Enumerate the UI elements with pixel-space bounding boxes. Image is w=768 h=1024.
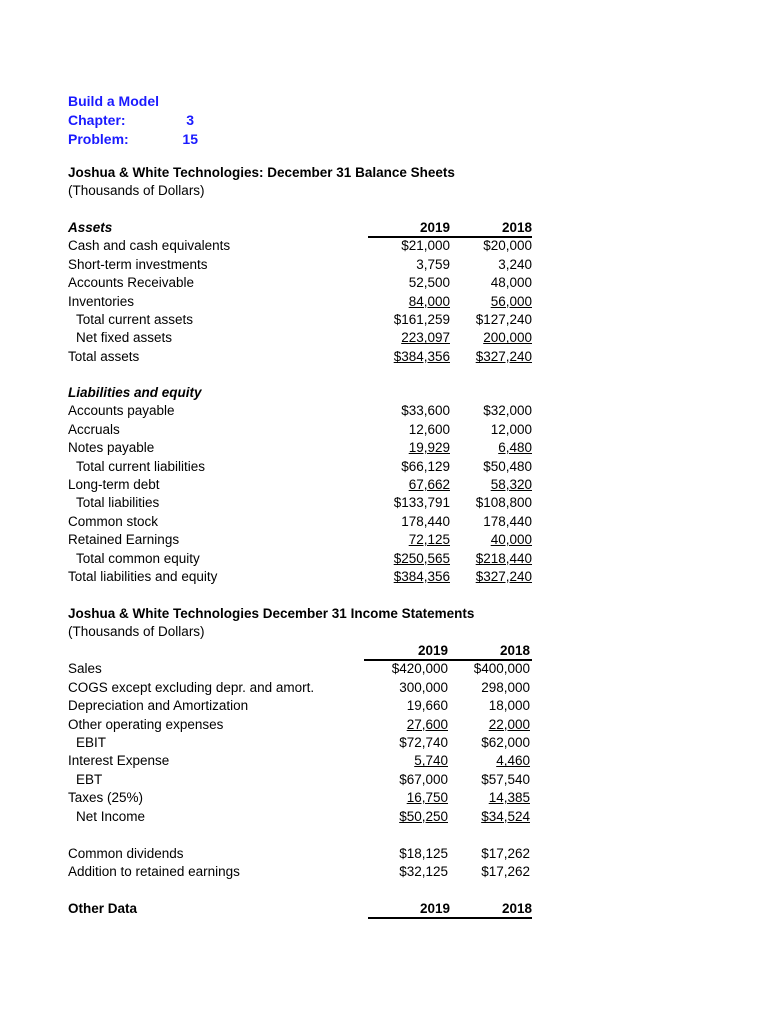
- value-2018: $400,000: [473, 661, 530, 677]
- value-2019: 52,500: [408, 275, 450, 291]
- value-2019: $250,565: [393, 550, 450, 566]
- table-row: [68, 513, 538, 531]
- value-2018: $17,262: [481, 846, 530, 861]
- table-row: [68, 274, 538, 292]
- table-row: [68, 679, 538, 697]
- value-2018: 178,440: [483, 513, 532, 529]
- value-2018: 48,000: [490, 275, 532, 291]
- table-row: [68, 845, 538, 863]
- year-header-2019: 2019: [417, 643, 448, 658]
- value-2018: 22,000: [488, 716, 530, 732]
- row-label: Total current liabilities: [76, 458, 206, 474]
- value-2019: $67,000: [399, 771, 448, 787]
- table-row: [68, 476, 538, 494]
- problem-label: Problem:: [68, 131, 129, 147]
- table-row: [68, 329, 538, 347]
- value-2019: 72,125: [408, 532, 450, 548]
- value-2019: $161,259: [393, 311, 450, 327]
- chapter-label: Chapter:: [68, 112, 126, 128]
- table-row: [68, 256, 538, 274]
- row-label: Total common equity: [76, 550, 200, 566]
- table-row: [68, 568, 538, 586]
- value-2019: 178,440: [401, 513, 450, 529]
- row-label: Total liabilities and equity: [68, 568, 218, 584]
- table-row: [68, 494, 538, 512]
- balance-sheet-title: Joshua & White Technologies: December 31 Balance Sheets: [68, 165, 455, 180]
- value-2018: $327,240: [475, 348, 532, 364]
- row-label: Accounts Receivable: [68, 275, 195, 291]
- table-row: [68, 550, 538, 568]
- value-2018: 3,240: [498, 256, 532, 272]
- year-header-2018: 2018: [501, 220, 532, 235]
- other-data-header-row: [68, 900, 538, 918]
- row-label: Accounts payable: [68, 403, 175, 419]
- problem-value: 15: [182, 131, 198, 147]
- column-header-rule: [364, 659, 532, 661]
- value-2019: $21,000: [401, 238, 450, 254]
- value-2018: $17,262: [481, 864, 530, 880]
- row-label: Accruals: [68, 421, 120, 437]
- table-row: [68, 789, 538, 807]
- income-header-row: [68, 642, 538, 660]
- value-2018: $34,524: [481, 808, 530, 824]
- value-2018: $32,000: [483, 403, 532, 419]
- table-row: [68, 863, 538, 881]
- value-2018: $57,540: [481, 771, 530, 787]
- value-2019: $420,000: [391, 661, 448, 677]
- table-row: [68, 402, 538, 420]
- row-label: Interest Expense: [68, 753, 170, 769]
- value-2019: 5,740: [414, 753, 448, 769]
- table-row: [68, 752, 538, 770]
- value-2019: $18,125: [399, 846, 448, 861]
- table-row: [68, 293, 538, 311]
- table-row: [68, 421, 538, 439]
- row-label: Common dividends: [68, 846, 184, 861]
- row-label: Net Income: [76, 808, 146, 824]
- problem-header: [68, 92, 198, 149]
- value-2019: 223,097: [401, 330, 450, 346]
- value-2018: $62,000: [481, 734, 530, 750]
- row-label: EBIT: [76, 734, 107, 750]
- other-data-heading: Other Data: [68, 901, 138, 916]
- value-2018: $50,480: [483, 458, 532, 474]
- assets-header-row: [68, 219, 538, 237]
- column-header-rule: [368, 917, 532, 919]
- year-header-2019: 2019: [419, 901, 450, 916]
- table-row: [68, 531, 538, 549]
- value-2019: 300,000: [399, 679, 448, 695]
- income-statement-subtitle: (Thousands of Dollars): [68, 624, 205, 639]
- value-2018: 14,385: [488, 790, 530, 806]
- value-2019: 16,750: [406, 790, 448, 806]
- row-label: Depreciation and Amortization: [68, 698, 249, 714]
- other-data-table: [68, 900, 538, 918]
- row-label: Total assets: [68, 348, 140, 364]
- income-statement-table: [68, 642, 538, 826]
- value-2018: 58,320: [490, 476, 532, 492]
- dividends-table: [68, 845, 538, 882]
- value-2019: $72,740: [399, 734, 448, 750]
- value-2018: $20,000: [483, 238, 532, 254]
- value-2019: 3,759: [416, 256, 450, 272]
- balance-sheet-assets: [68, 219, 538, 366]
- table-row: [68, 439, 538, 457]
- row-label: Taxes (25%): [68, 790, 144, 806]
- value-2018: $108,800: [475, 495, 532, 511]
- balance-sheet-subtitle: (Thousands of Dollars): [68, 183, 205, 198]
- row-label: Cash and cash equivalents: [68, 238, 231, 254]
- table-row: [68, 458, 538, 476]
- value-2019: $32,125: [399, 864, 448, 880]
- row-label: Long-term debt: [68, 476, 160, 492]
- value-2019: $50,250: [399, 808, 448, 824]
- row-label: EBT: [76, 771, 103, 787]
- value-2019: 19,660: [406, 698, 448, 714]
- row-label: Net fixed assets: [76, 330, 173, 346]
- table-row: [68, 237, 538, 255]
- row-label: Retained Earnings: [68, 532, 180, 548]
- assets-heading: Assets: [68, 220, 113, 235]
- row-label: Common stock: [68, 513, 159, 529]
- column-header-rule: [368, 236, 532, 238]
- value-2018: $218,440: [475, 550, 532, 566]
- value-2019: 12,600: [408, 421, 450, 437]
- table-row: [68, 348, 538, 366]
- table-row: [68, 716, 538, 734]
- value-2019: 84,000: [408, 293, 450, 309]
- row-label: Sales: [68, 661, 102, 677]
- row-label: COGS except excluding depr. and amort.: [68, 679, 315, 695]
- value-2018: 6,480: [498, 440, 532, 456]
- value-2019: 27,600: [406, 716, 448, 732]
- value-2018: 56,000: [490, 293, 532, 309]
- value-2018: 4,460: [496, 753, 530, 769]
- row-label: Total liabilities: [76, 495, 160, 511]
- row-label: Other operating expenses: [68, 716, 224, 732]
- value-2018: 18,000: [488, 698, 530, 714]
- row-label: Addition to retained earnings: [68, 864, 240, 880]
- value-2019: 67,662: [408, 476, 450, 492]
- value-2019: $66,129: [401, 458, 450, 474]
- year-header-2019: 2019: [419, 220, 450, 235]
- value-2019: $384,356: [393, 348, 450, 364]
- model-title: Build a Model: [68, 93, 159, 109]
- year-header-2018: 2018: [499, 643, 530, 658]
- row-label: Inventories: [68, 293, 135, 309]
- value-2018: $127,240: [475, 311, 532, 327]
- value-2018: 40,000: [490, 532, 532, 548]
- value-2018: 200,000: [483, 330, 532, 346]
- balance-sheet-liabilities: [68, 384, 538, 586]
- liabilities-header-row: [68, 384, 538, 402]
- value-2019: $384,356: [393, 568, 450, 584]
- row-label: Total current assets: [76, 311, 194, 327]
- value-2018: 12,000: [490, 421, 532, 437]
- table-row: [68, 734, 538, 752]
- row-label: Short-term investments: [68, 256, 208, 272]
- liabilities-heading: Liabilities and equity: [68, 385, 202, 400]
- value-2018: 298,000: [481, 679, 530, 695]
- value-2018: $327,240: [475, 568, 532, 584]
- income-statement-title: Joshua & White Technologies December 31 Income Statements: [68, 606, 475, 621]
- chapter-value: 3: [186, 112, 194, 128]
- table-row: [68, 311, 538, 329]
- row-label: Notes payable: [68, 440, 155, 456]
- table-row: [68, 771, 538, 789]
- year-header-2018: 2018: [501, 901, 532, 916]
- table-row: [68, 808, 538, 826]
- value-2019: $133,791: [393, 495, 450, 511]
- value-2019: 19,929: [408, 440, 450, 456]
- table-row: [68, 697, 538, 715]
- value-2019: $33,600: [401, 403, 450, 419]
- table-row: [68, 660, 538, 678]
